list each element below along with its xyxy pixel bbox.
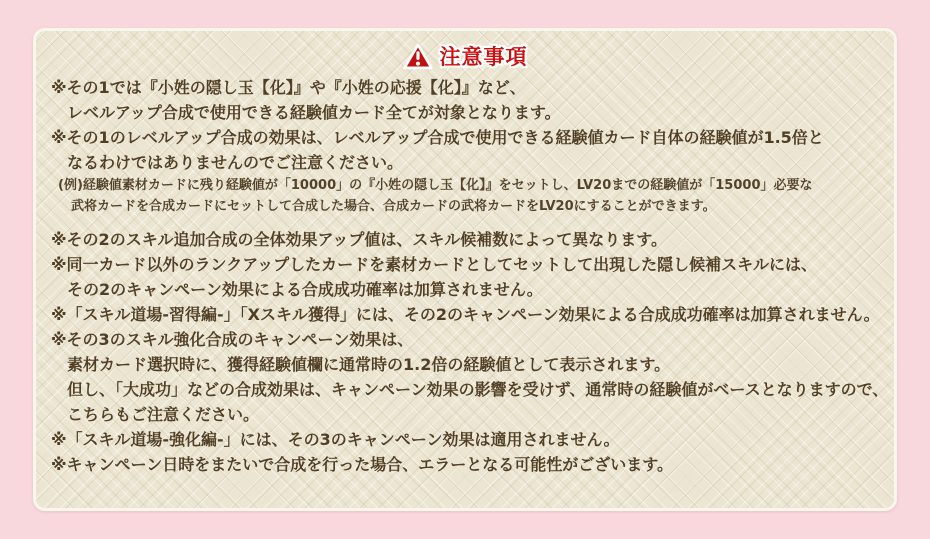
notice-line: ※キャンペーン日時をまたいで合成を行った場合、エラーとなる可能性がございます。	[51, 455, 673, 474]
notice-line: ※その2のスキル追加合成の全体効果アップ値は、スキル候補数によって異なります。	[51, 230, 667, 249]
notice-line: その2のキャンペーン効果による合成成功確率は加算されません。	[67, 280, 543, 299]
notice-line: こちらもご注意ください。	[67, 405, 260, 424]
notice-line: ※「スキル道場-習得編-」「Xスキル獲得」には、その2のキャンペーン効果による合成成功確率は加算されません。	[51, 305, 880, 324]
notice-line-example: 武将カードを合成カードにセットして合成した場合、合成カードの武将カードをLV20にすることができます。	[71, 199, 716, 214]
notice-line: ※同一カード以外のランクアップしたカードを素材カードとしてセットして出現した隠し候補スキルには、	[51, 255, 817, 274]
notice-line: 但し、「大成功」などの合成効果は、キャンペーン効果の影響を受けず、通常時の経験値がベースとなりますので、	[67, 380, 889, 399]
notice-title: 注意事項	[439, 45, 528, 69]
notice-line: ※その1のレベルアップ合成の効果は、レベルアップ合成で使用できる経験値カード自体の経験値が1.5倍と	[51, 128, 824, 147]
notice-line: レベルアップ合成で使用できる経験値カード全てが対象となります。	[67, 103, 561, 122]
notice-title-row	[36, 41, 894, 71]
notice-line-example: (例)経験値素材カードに残り経験値が「10000」の『小姓の隠し玉【化】』をセットし、LV20までの経験値が「15000」必要な	[58, 178, 813, 193]
notice-line: ※その3のスキル強化合成のキャンペーン効果は、	[51, 330, 414, 349]
notice-body	[36, 71, 894, 477]
notice-line: 素材カード選択時に、獲得経験値欄に通常時の1.2倍の経験値として表示されます。	[67, 355, 671, 374]
notice-line: なるわけではありませんのでご注意ください。	[67, 153, 404, 172]
notice-panel	[33, 28, 897, 511]
warning-triangle-icon	[403, 43, 433, 70]
notice-line: ※「スキル道場-強化編-」には、その3のキャンペーン効果は適用されません。	[51, 430, 620, 449]
notice-line: ※その1では『小姓の隠し玉【化】』や『小姓の応援【化】』など、	[51, 78, 526, 97]
